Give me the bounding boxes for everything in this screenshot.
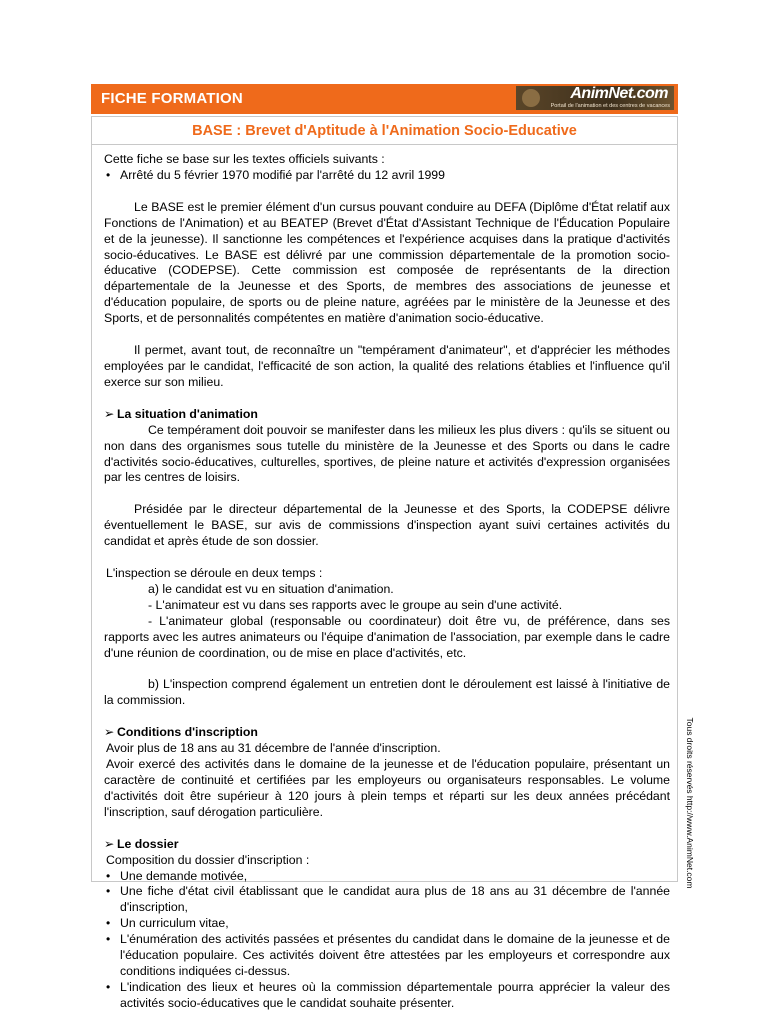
section-heading-text: La situation d'animation [117, 406, 258, 421]
paragraph-codepse: Présidée par le directeur départemental de la Jeunesse et des Sports, la CODEPSE délivre éventuellement le BASE, sur avis de commissions d'inspection ayant suivi certaines activités du candidat et après étude de son dossier. [104, 502, 670, 549]
intro-line: Cette fiche se base sur les textes officiels suivants : [104, 152, 385, 166]
intro-bullet-text: Arrêté du 5 février 1970 modifié par l'arrêté du 12 avril 1999 [120, 167, 445, 182]
header-title: FICHE FORMATION [101, 90, 243, 107]
bullet-icon: • [106, 868, 111, 883]
title-box [92, 117, 677, 145]
inspection-dash-2: - L'animateur global (responsable ou coordinateur) doit être vu, de préférence, dans ses rapports avec les autres animateurs ou l'équipe d'animation de l'association, par exemple dans le cadre d'une réunion de coordination, ou de mise en place d'activités, etc. [104, 613, 670, 660]
inspection-dash-1: - L'animateur est vu dans ses rapports avec le groupe au sein d'une activité. [148, 597, 563, 612]
copyright-text: Tous droits réservés http://www.AnimNet.com [685, 716, 695, 889]
section-heading-situation [104, 407, 670, 423]
document-body [104, 152, 670, 1012]
copyright-side-note [684, 716, 696, 889]
bullet-icon: • [106, 979, 111, 994]
list-item: • Un curriculum vitae, [106, 916, 229, 931]
list-item: • L'énumération des activités passées et présentes du candidat dans le domaine de la jeunesse et de l'éducation populaire. Ces activités doivent être attestées par les employeurs et correspondre aux conditions indiquées ci-dessus. [106, 932, 670, 978]
bullet-icon: • [106, 884, 111, 899]
bullet-icon: • [106, 916, 111, 931]
list-item: • L'indication des lieux et heures où la commission départementale pourra apprécier la valeur des activités socio-éducatives que le candidat souhaite présenter. [106, 979, 670, 1010]
bullet-icon: • [106, 167, 111, 182]
section-heading-text: Le dossier [117, 836, 179, 851]
header-bar [91, 84, 678, 114]
arrow-icon: ➢ [104, 406, 115, 421]
section-heading-conditions [104, 725, 670, 741]
list-item: • Une fiche d'état civil établissant que le candidat aura plus de 18 ans au 31 décembre de l'année d'inscription, [106, 884, 670, 915]
conditions-age: Avoir plus de 18 ans au 31 décembre de l'année d'inscription. [106, 741, 441, 756]
inspection-intro: L'inspection se déroule en deux temps : [106, 566, 323, 581]
logo-tagline: Portail de l'animation et des centres de vacances [550, 103, 670, 109]
paragraph-base-overview: Le BASE est le premier élément d'un cursus pouvant conduire au DEFA (Diplôme d'État relatif aux Fonctions de l'Animation) et au BEATEP (Brevet d'État d'Assistant Technique de l'Éducation Populaire et de la jeunesse). Il sanctionne les compétences et l'expérience acquises dans la pratique d'activités socio-éducatives. Le BASE est délivré par une commission départementale de la promotion socio-éducative (CODEPSE). Cette commission est composée de représentants de la direction départementale de la Jeunesse et des Sports, de membres des associations de jeunesse et d'éducation populaire, de sports ou de pleine nature, agréées par le ministère de la Jeunesse et des Sports, et de personnalités compétentes en matière d'animation socio-éducative. [104, 199, 670, 326]
section-heading-text: Conditions d'inscription [117, 725, 258, 740]
paragraph-temperament: Il permet, avant tout, de reconnaître un "tempérament d'animateur", et d'apprécier les méthodes employées par le candidat, l'efficacité de son action, la qualité des relations établies et l'influence qu'il exerce sur son milieu. [104, 343, 670, 389]
inspection-a: a) le candidat est vu en situation d'animation. [148, 581, 394, 596]
conditions-activities: Avoir exercé des activités dans le domaine de la jeunesse et de l'éducation populaire, présentant un caractère de continuité et certifiées par les employeurs ou organisateurs responsables. Le volume d'activités doit être supérieur à 120 jours à plein temps et réparti sur les deux années précédant l'inscription, sauf dérogation particulière. [104, 757, 670, 819]
page-title: BASE : Brevet d'Aptitude à l'Animation Socio-Educative [192, 123, 577, 139]
paragraph-situation: Ce tempérament doit pouvoir se manifester dans les milieux les plus divers : qu'ils se situent ou non dans des organismes sous tutelle du ministère de la Jeunesse et des Sports ou dans le cadre d'activités socio-éducatives, culturelles, sportives, de pleine nature et activités d'expression organisées par les centres de loisirs. [104, 422, 670, 485]
intro-bullet [104, 168, 670, 184]
bullet-icon: • [106, 932, 111, 947]
section-heading-dossier [104, 837, 670, 853]
logo-figure-icon [522, 89, 540, 107]
dossier-intro: Composition du dossier d'inscription : [106, 852, 310, 867]
arrow-icon: ➢ [104, 836, 115, 851]
logo-name: AnimNet.com [570, 86, 668, 102]
list-item: • Une demande motivée, [106, 868, 248, 883]
arrow-icon: ➢ [104, 725, 115, 740]
inspection-b: b) L'inspection comprend également un entretien dont le déroulement est laissé à l'initiative de la commission. [104, 677, 670, 708]
animnet-logo[interactable] [516, 86, 674, 110]
